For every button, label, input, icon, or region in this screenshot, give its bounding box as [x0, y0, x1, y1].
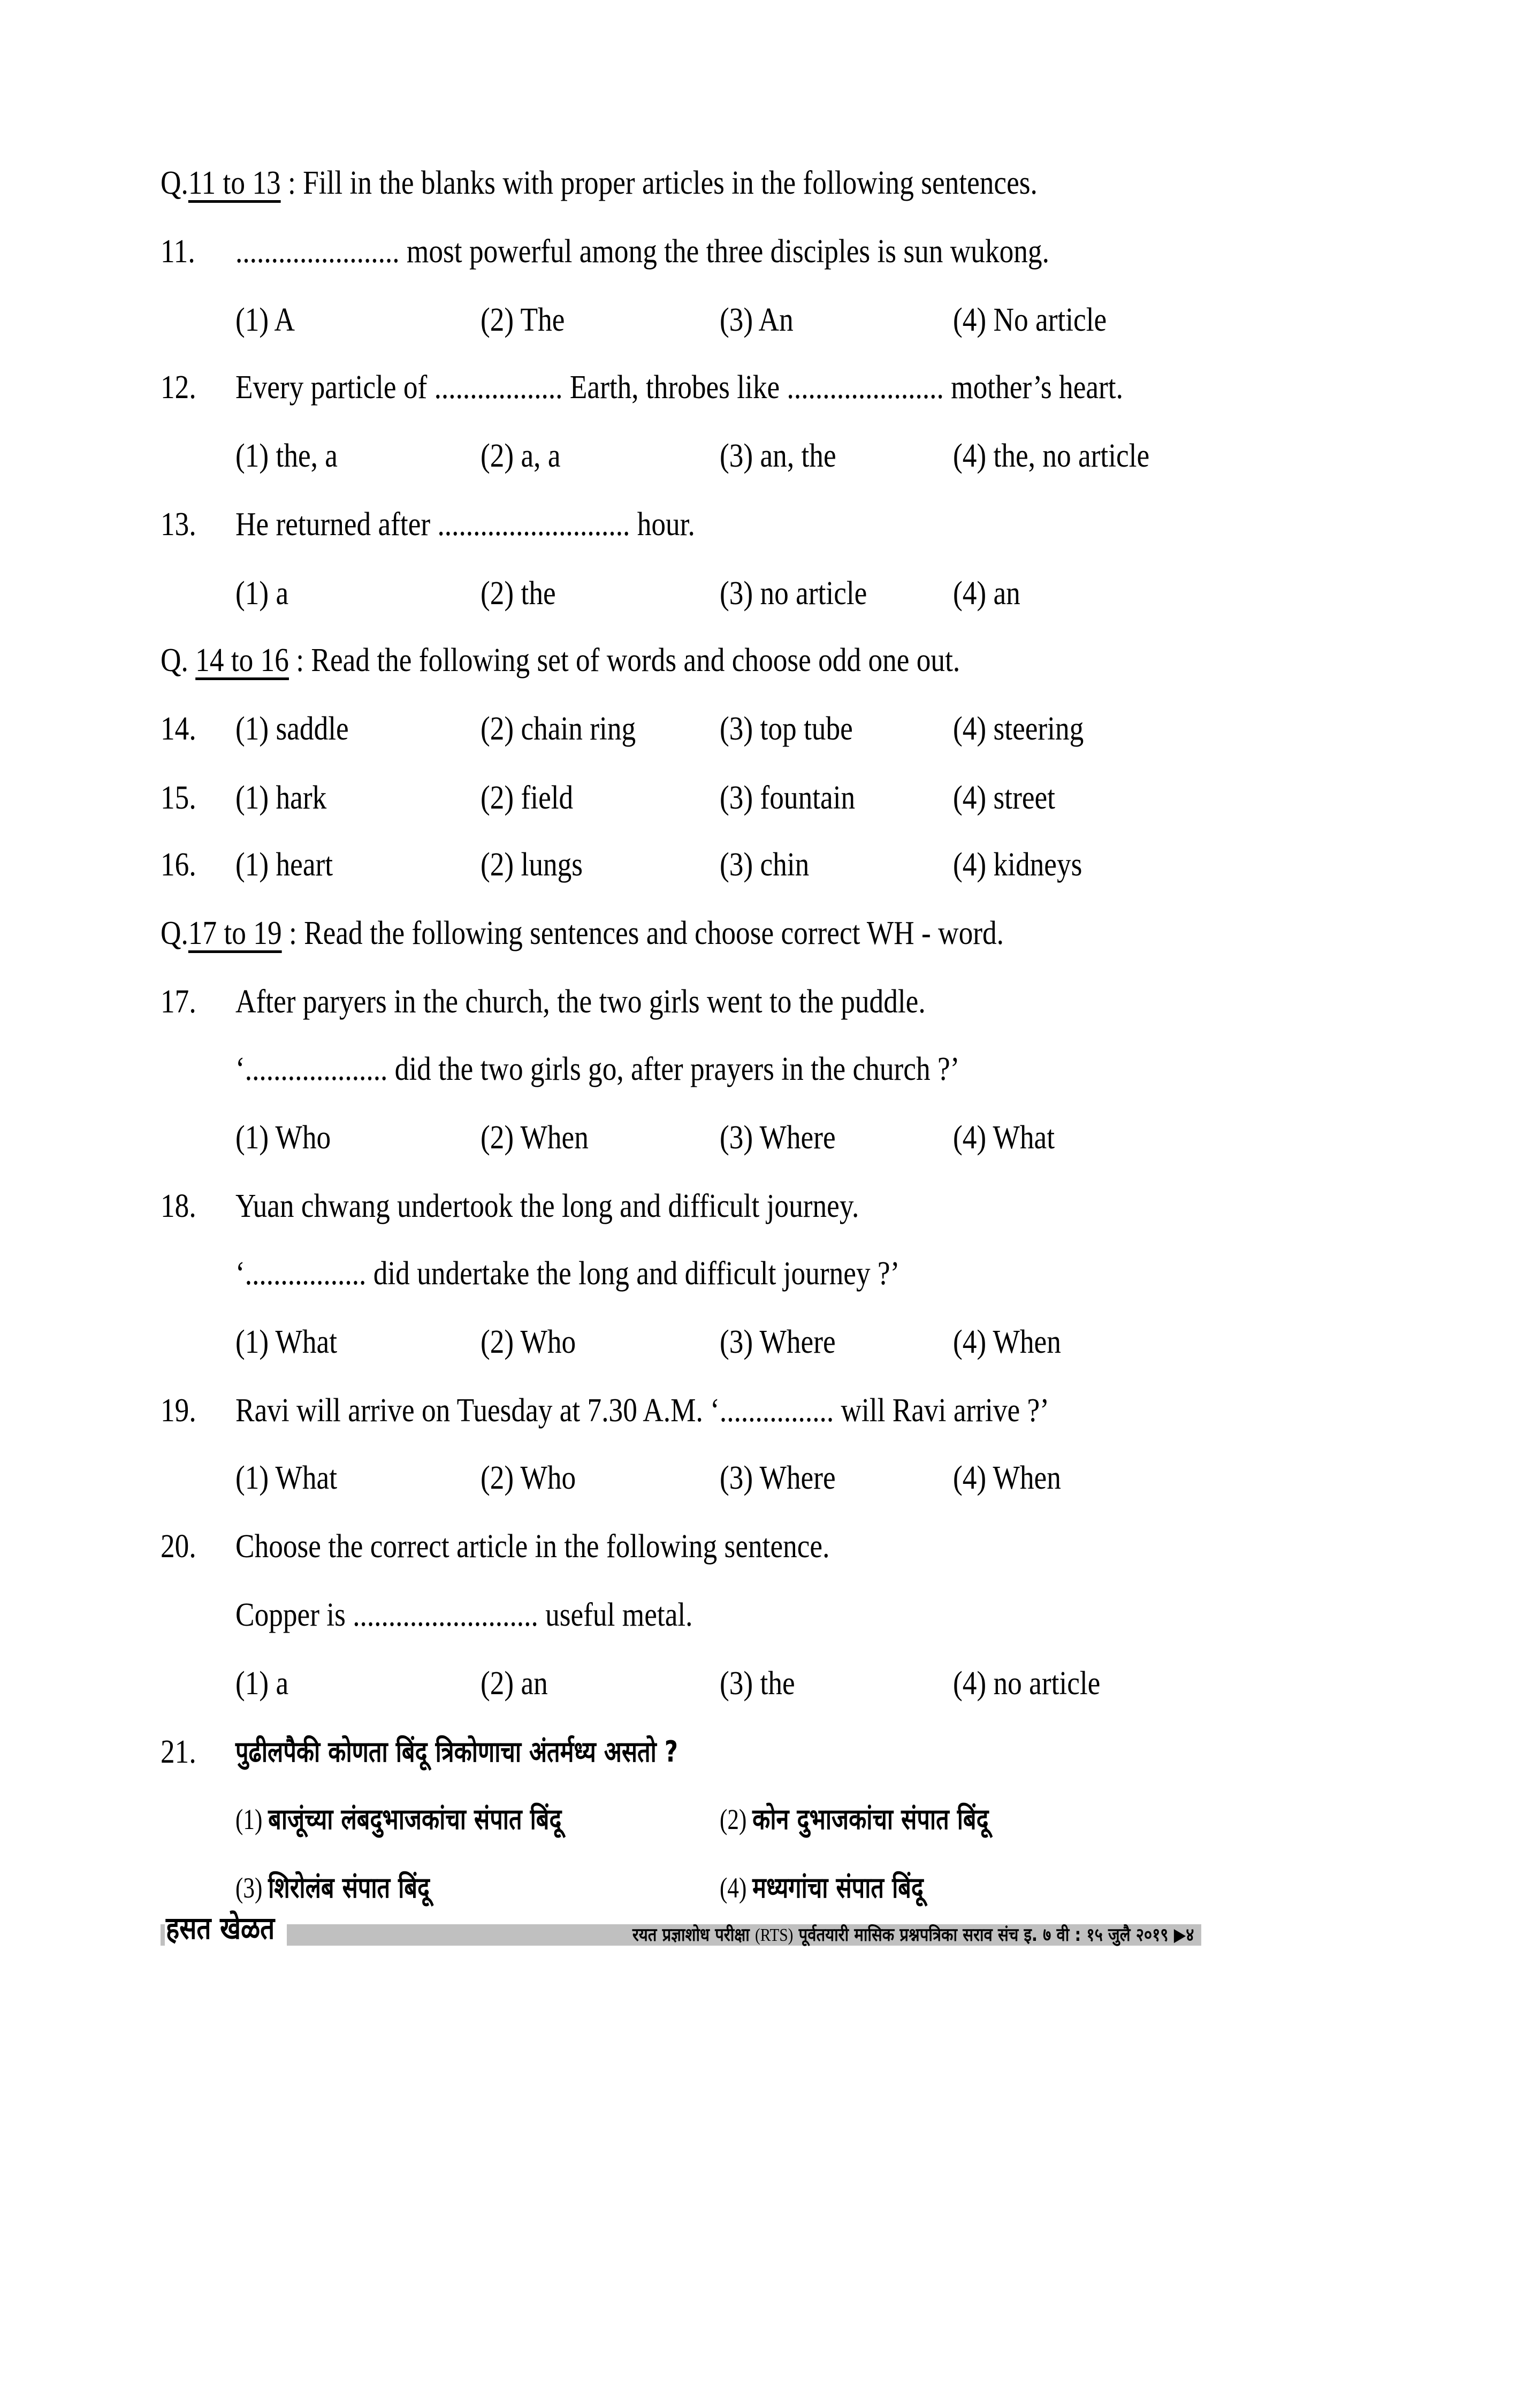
page-arrow-icon: ▶ [1173, 1924, 1186, 1946]
option-3[interactable] [235, 1864, 430, 1912]
option-label: बाजूंच्या लंबदुभाजकांचा संपात बिंदू [268, 1802, 562, 1836]
section-prefix: Q. [161, 165, 188, 201]
question-text: पुढीलपैकी कोणता बिंदू त्रिकोणाचा अंतर्मध्य असतो ? [235, 1735, 678, 1769]
option-3[interactable]: (3) fountain [720, 780, 856, 816]
question-text: Yuan chwang undertook the long and difficult journey. [235, 1188, 859, 1224]
option-2[interactable]: (2) an [481, 1665, 548, 1702]
option-3[interactable]: (3) An [720, 302, 794, 338]
option-number: (2) [720, 1803, 753, 1835]
question-number: 20. [161, 1528, 196, 1565]
option-label: मध्यगांचा संपात बिंदू [752, 1871, 924, 1904]
publication-logo: हसत खेळत [166, 1910, 275, 1946]
footer-caption [632, 1924, 1194, 1946]
option-4[interactable]: (4) the, no article [953, 438, 1150, 474]
option-4[interactable]: (4) no article [953, 1665, 1101, 1702]
option-2[interactable]: (2) Who [481, 1324, 576, 1360]
option-4[interactable]: (4) street [953, 780, 1055, 816]
option-1[interactable] [235, 1795, 561, 1843]
option-1[interactable]: (1) saddle [235, 711, 349, 747]
option-2[interactable]: (2) a, a [481, 438, 561, 474]
option-4[interactable]: (4) When [953, 1460, 1061, 1496]
option-1[interactable]: (1) the, a [235, 438, 338, 474]
option-number: (1) [235, 1803, 269, 1835]
footer-left-strip [161, 1924, 165, 1946]
question-number: 15. [161, 780, 196, 816]
footer-caption-end: पूर्वतयारी मासिक प्रश्नपत्रिका सराव संच इ. ७ वी : १५ जुलै २०१९ [793, 1924, 1174, 1946]
option-3[interactable]: (3) the [720, 1665, 795, 1702]
question-text: ....................... most powerful among the three disciples is sun wukong. [235, 233, 1049, 270]
option-3[interactable]: (3) an, the [720, 438, 836, 474]
option-4[interactable]: (4) No article [953, 302, 1107, 338]
question-text: After paryers in the church, the two girls went to the puddle. [235, 984, 926, 1020]
question-text: Choose the correct article in the following sentence. [235, 1528, 830, 1565]
option-2[interactable]: (2) chain ring [481, 711, 636, 747]
option-label: शिरोलंब संपात बिंदू [268, 1871, 430, 1904]
option-1[interactable]: (1) What [235, 1324, 338, 1360]
option-1[interactable]: (1) a [235, 575, 289, 612]
option-2[interactable]: (2) When [481, 1119, 589, 1156]
page-number: ४ [1185, 1924, 1194, 1946]
section-range: 17 to 19 [188, 915, 282, 951]
option-2[interactable]: (2) the [481, 575, 556, 612]
option-4[interactable]: (4) What [953, 1119, 1055, 1156]
option-4[interactable]: (4) When [953, 1324, 1061, 1360]
option-4[interactable]: (4) kidneys [953, 847, 1082, 883]
question-number: 12. [161, 369, 196, 406]
option-2[interactable]: (2) lungs [481, 847, 583, 883]
option-3[interactable]: (3) Where [720, 1460, 836, 1496]
option-4[interactable]: (4) an [953, 575, 1020, 612]
question-number: 18. [161, 1188, 196, 1224]
option-3[interactable]: (3) chin [720, 847, 810, 883]
question-number: 21. [161, 1734, 196, 1770]
option-3[interactable]: (3) Where [720, 1324, 836, 1360]
option-2[interactable]: (2) The [481, 302, 565, 338]
option-2[interactable]: (2) field [481, 780, 574, 816]
question-number: 16. [161, 847, 196, 883]
section-range: 14 to 16 [195, 642, 289, 679]
option-2[interactable] [720, 1795, 989, 1843]
question-subtext: Copper is .......................... useful metal. [235, 1597, 693, 1633]
section-instruction: : Read the following set of words and choose odd one out. [288, 642, 960, 679]
question-text: Ravi will arrive on Tuesday at 7.30 A.M. ‘................ will Ravi arrive ?’ [235, 1392, 1049, 1429]
option-label: कोन दुभाजकांचा संपात बिंदू [752, 1802, 989, 1836]
option-1[interactable]: (1) A [235, 302, 295, 338]
option-1[interactable]: (1) heart [235, 847, 333, 883]
footer-caption-rts: (RTS) [754, 1925, 794, 1945]
option-3[interactable]: (3) no article [720, 575, 867, 612]
question-number: 19. [161, 1392, 196, 1429]
option-number: (3) [235, 1872, 269, 1904]
section-instruction: : Fill in the blanks with proper articles in the following sentences. [280, 165, 1038, 201]
question-number: 17. [161, 984, 196, 1020]
option-1[interactable]: (1) a [235, 1665, 289, 1702]
option-3[interactable]: (3) top tube [720, 711, 853, 747]
question-number: 14. [161, 711, 196, 747]
section-prefix: Q. [161, 642, 196, 679]
page-footer [161, 1910, 1201, 1947]
option-1[interactable]: (1) What [235, 1460, 338, 1496]
question-text: He returned after ........................... hour. [235, 506, 695, 543]
option-number: (4) [720, 1872, 753, 1904]
question-subtext: ‘................. did undertake the long and difficult journey ?’ [235, 1255, 900, 1292]
footer-caption-start: रयत प्रज्ञाशोध परीक्षा [632, 1924, 755, 1946]
option-3[interactable]: (3) Where [720, 1119, 836, 1156]
question-number: 11. [161, 233, 195, 270]
section-instruction: : Read the following sentences and choose correct WH - word. [281, 915, 1004, 951]
section-prefix: Q. [161, 915, 188, 951]
question-subtext: ‘.................... did the two girls go, after prayers in the church ?’ [235, 1051, 960, 1087]
option-4[interactable]: (4) steering [953, 711, 1084, 747]
question-text: Every particle of .................. Earth, throbes like ...................... mother’s heart. [235, 369, 1123, 406]
section-range: 11 to 13 [188, 165, 281, 201]
option-1[interactable]: (1) hark [235, 780, 327, 816]
option-4[interactable] [720, 1864, 924, 1912]
option-2[interactable]: (2) Who [481, 1460, 576, 1496]
option-1[interactable]: (1) Who [235, 1119, 331, 1156]
question-number: 13. [161, 506, 196, 543]
